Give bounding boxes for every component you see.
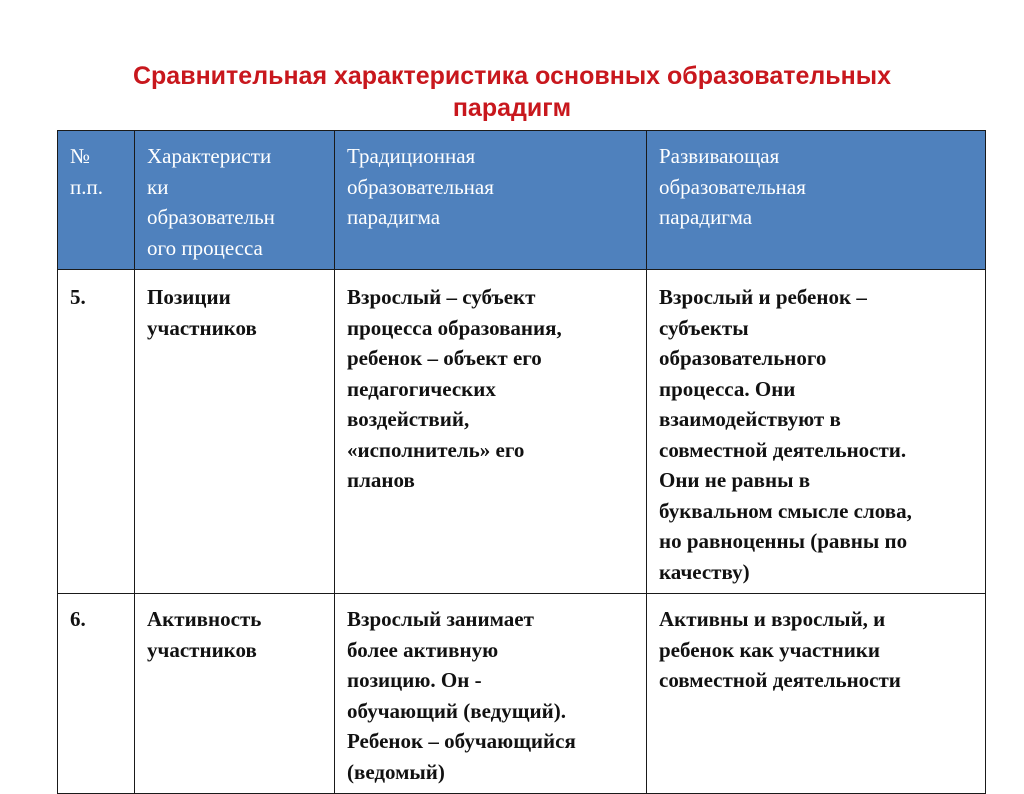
traditional-text: Взрослый занимает более активную позицию. Он - обучающий (ведущий). Ребенок – обучающийся (ведомый) — [347, 607, 576, 784]
table-body — [58, 270, 986, 794]
header-developing-text: Развивающая образовательная парадигма — [659, 144, 806, 229]
characteristic-text: Активность участников — [147, 607, 262, 662]
characteristic-cell — [135, 270, 335, 594]
header-traditional — [335, 131, 647, 270]
row-number: 6. — [70, 607, 86, 631]
slide-title-line-2: парадигм — [452, 94, 572, 122]
header-number-text: № п.п. — [70, 144, 103, 199]
traditional-cell — [335, 270, 647, 594]
row-number-cell — [58, 594, 135, 794]
developing-text: Взрослый и ребенок – субъекты образовательного процесса. Они взаимодействуют в совместной деятельности. Они не равны в буквальном смысле слова, но равноценны (равны по качеству) — [659, 285, 912, 584]
characteristic-cell — [135, 594, 335, 794]
traditional-text: Взрослый – субъект процесса образования, ребенок – объект его педагогических воздействий, «исполнитель» его планов — [347, 285, 562, 492]
slide-title — [40, 60, 984, 124]
developing-text: Активны и взрослый, и ребенок как участники совместной деятельности — [659, 607, 901, 692]
comparison-table — [57, 130, 986, 794]
table-header — [58, 131, 986, 270]
table-row — [58, 270, 986, 594]
developing-cell — [647, 594, 986, 794]
developing-cell — [647, 270, 986, 594]
row-number-cell — [58, 270, 135, 594]
header-characteristic-text: Характеристи ки образовательн ого процесса — [147, 144, 275, 260]
header-row — [58, 131, 986, 270]
table-row — [58, 594, 986, 794]
slide-title-line-1: Сравнительная характеристика основных образовательных — [132, 62, 891, 90]
header-number — [58, 131, 135, 270]
traditional-cell — [335, 594, 647, 794]
row-number: 5. — [70, 285, 86, 309]
header-characteristic — [135, 131, 335, 270]
characteristic-text: Позиции участников — [147, 285, 257, 340]
header-developing — [647, 131, 986, 270]
header-traditional-text: Традиционная образовательная парадигма — [347, 144, 494, 229]
